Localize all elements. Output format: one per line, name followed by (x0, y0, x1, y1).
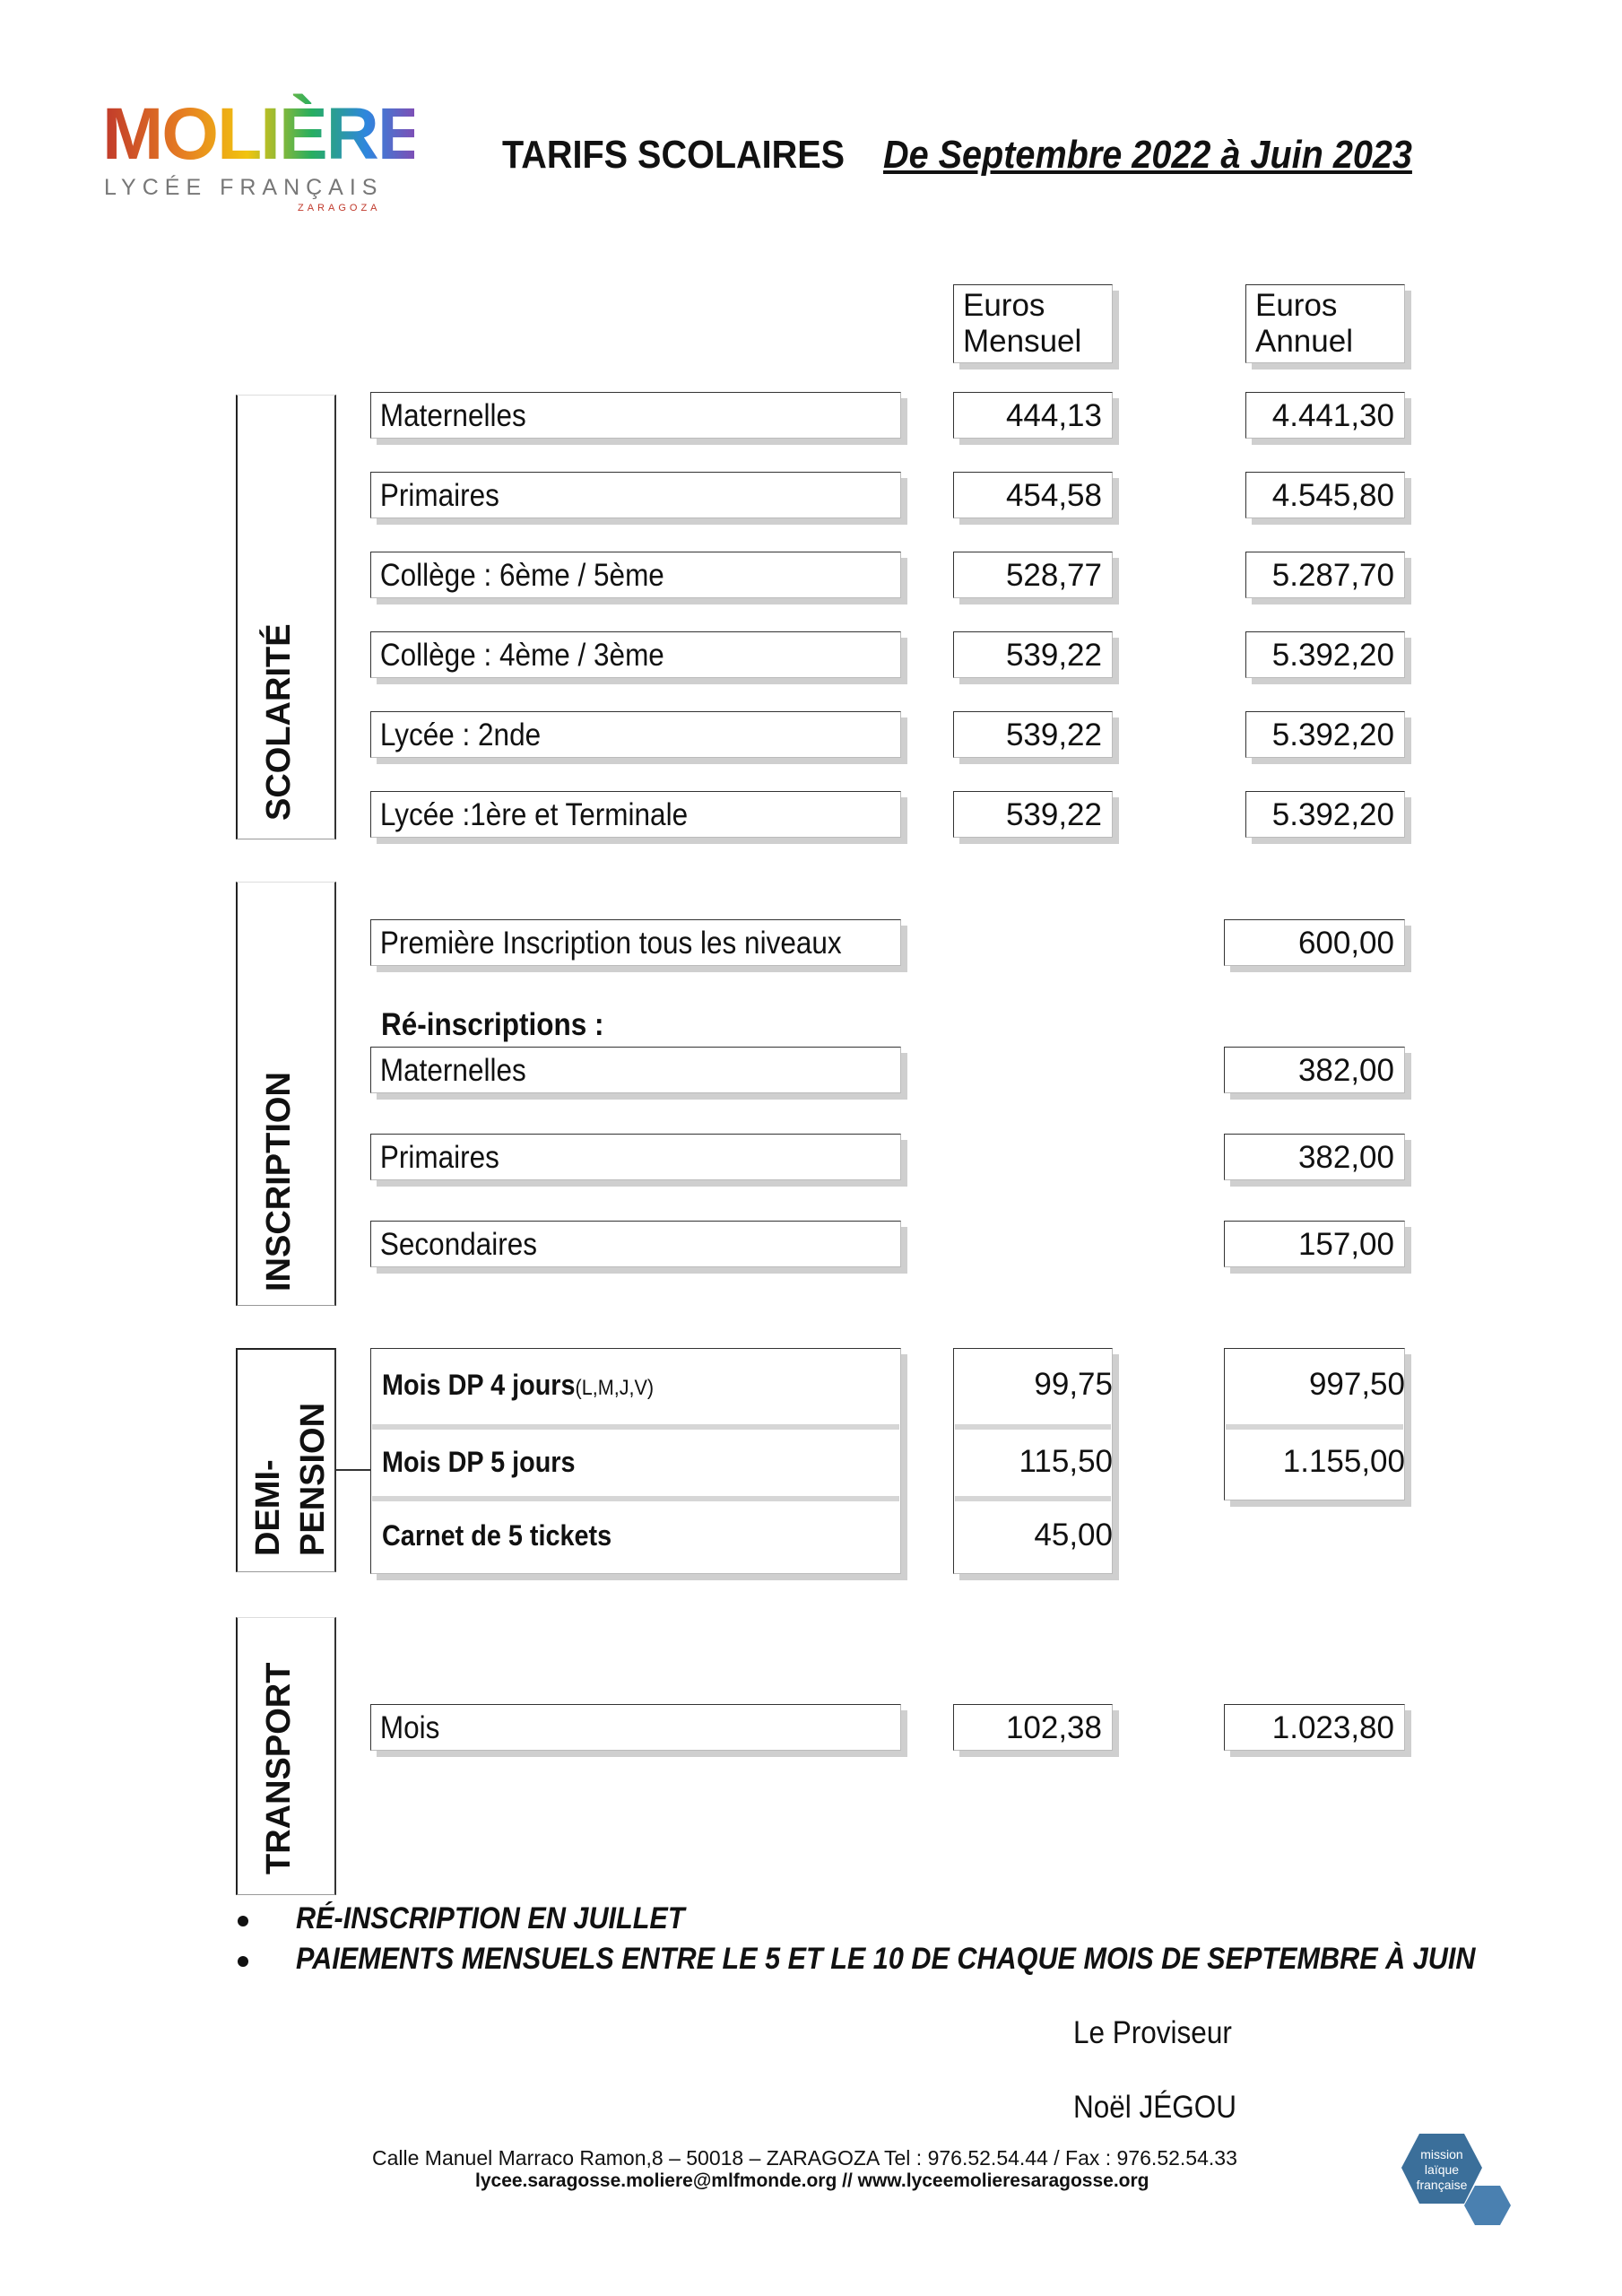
scolarite-row-annual: 5.287,70 (1245, 552, 1405, 598)
mlf-line1: mission (1420, 2147, 1463, 2161)
demi-pension-row-annual: 1.155,00 (1282, 1444, 1405, 1479)
row-label-text: Collège : 6ème / 5ème (379, 558, 664, 593)
note-item: PAIEMENTS MENSUELS ENTRE LE 5 ET LE 10 DE CHAQUE MOIS DE SEPTEMBRE À JUIN (296, 1942, 1476, 1976)
section-label-transport: TRANSPORT (260, 1662, 298, 1874)
school-logo (100, 85, 414, 220)
page-period: De Septembre 2022 à Juin 2023 (883, 133, 1412, 177)
demi-pension-row-label (382, 1369, 654, 1402)
scolarite-row-monthly: 454,58 (953, 472, 1113, 518)
footer-contact: lycee.saragosse.moliere@mlfmonde.org // www.lyceemolieresaragosse.org (475, 2170, 1149, 2191)
scolarite-row-label (370, 552, 901, 598)
demi-pension-row-annual: 997,50 (1308, 1367, 1405, 1402)
page-title: TARIFS SCOLAIRES (502, 133, 846, 177)
footer-address: Calle Manuel Marraco Ramon,8 – 50018 – ZARAGOZA Tel : 976.52.54.44 / Fax : 976.52.54.33 (372, 2146, 1237, 2170)
section-label-scolarite: SCOLARITÉ (260, 623, 298, 821)
bullet-icon (238, 1916, 248, 1926)
scolarite-row-monthly: 539,22 (953, 791, 1113, 838)
row-label-text: Primaires (379, 478, 499, 513)
scolarite-row-annual: 5.392,20 (1245, 631, 1405, 678)
reinscription-row-annual: 157,00 (1224, 1221, 1405, 1267)
logo-subtitle: LYCÉE FRANÇAIS (104, 175, 384, 200)
logo-word: MOLIÈRE (102, 93, 414, 175)
demi-pension-row-monthly: 115,50 (1019, 1444, 1113, 1479)
reinscription-row-label (370, 1047, 901, 1093)
demi-pension-row-monthly: 45,00 (1034, 1518, 1113, 1552)
section-label-demi-pension-line2: PENSION (294, 1402, 332, 1556)
scolarite-row-label (370, 472, 901, 518)
reinscription-row-annual: 382,00 (1224, 1047, 1405, 1093)
reinscription-row-label (370, 1134, 901, 1180)
scolarite-row-annual: 5.392,20 (1245, 791, 1405, 838)
logo-city: ZARAGOZA (298, 203, 381, 213)
row-divider (372, 1496, 899, 1501)
bullet-icon (238, 1956, 248, 1967)
row-label-text: Première Inscription tous les niveaux (379, 926, 842, 961)
column-header-annual-line2: Annuel (1255, 324, 1353, 359)
row-label-text: Secondaires (379, 1227, 538, 1262)
scolarite-row-label (370, 631, 901, 678)
demi-pension-row-label: Carnet de 5 tickets (382, 1519, 612, 1552)
scolarite-row-label (370, 711, 901, 758)
scolarite-row-monthly: 539,22 (953, 711, 1113, 758)
row-label-text: Mois (379, 1710, 440, 1745)
row-divider (1226, 1424, 1403, 1430)
row-label-text: Mois DP 4 jours (382, 1369, 576, 1401)
scolarite-row-label (370, 791, 901, 838)
column-header-annual (1245, 284, 1405, 363)
reinscription-row-label (370, 1221, 901, 1267)
row-divider (372, 1424, 899, 1430)
reinscription-row-annual: 382,00 (1224, 1134, 1405, 1180)
inscription-first-label (370, 919, 901, 966)
inscription-first-annual: 600,00 (1224, 919, 1405, 966)
scolarite-row-monthly: 539,22 (953, 631, 1113, 678)
row-label-text: Maternelles (379, 1053, 526, 1088)
section-label-demi-pension-line1: DEMI- (249, 1459, 287, 1556)
scolarite-row-label (370, 392, 901, 439)
column-header-monthly (953, 284, 1113, 363)
transport-row-label (370, 1704, 901, 1751)
row-divider (955, 1496, 1111, 1501)
row-label-text: Primaires (379, 1140, 499, 1175)
scolarite-row-monthly: 528,77 (953, 552, 1113, 598)
mlf-logo (1385, 2130, 1520, 2229)
row-label-text: Collège : 4ème / 3ème (379, 638, 664, 673)
section-label-inscription: INSCRIPTION (260, 1072, 298, 1292)
reinscriptions-heading: Ré-inscriptions : (381, 1007, 604, 1042)
transport-row-monthly: 102,38 (953, 1704, 1113, 1751)
transport-row-annual: 1.023,80 (1224, 1704, 1405, 1751)
scolarite-row-monthly: 444,13 (953, 392, 1113, 439)
column-header-monthly-line2: Mensuel (963, 324, 1082, 359)
scolarite-row-annual: 4.545,80 (1245, 472, 1405, 518)
row-divider (955, 1424, 1111, 1430)
scolarite-row-annual: 4.441,30 (1245, 392, 1405, 439)
row-label-text: Maternelles (379, 398, 526, 433)
mlf-line3: française (1416, 2178, 1468, 2192)
note-item: RÉ-INSCRIPTION EN JUILLET (296, 1901, 685, 1935)
column-header-monthly-line1: Euros (963, 288, 1045, 323)
demi-pension-row-label: Mois DP 5 jours (382, 1446, 576, 1478)
row-label-text: Lycée : 2nde (379, 718, 542, 752)
signature-role: Le Proviseur (1073, 2015, 1232, 2050)
demi-pension-row-monthly: 99,75 (1034, 1367, 1113, 1402)
mlf-line2: laïque (1424, 2162, 1460, 2177)
column-header-annual-line1: Euros (1255, 288, 1338, 323)
mlf-logo-graphic (1385, 2130, 1520, 2229)
row-label-text: Lycée :1ère et Terminale (379, 797, 689, 832)
row-label-suffix: (L,M,J,V) (575, 1376, 655, 1400)
signature-name: Noël JÉGOU (1073, 2090, 1237, 2125)
connector-line (336, 1469, 370, 1471)
scolarite-row-annual: 5.392,20 (1245, 711, 1405, 758)
